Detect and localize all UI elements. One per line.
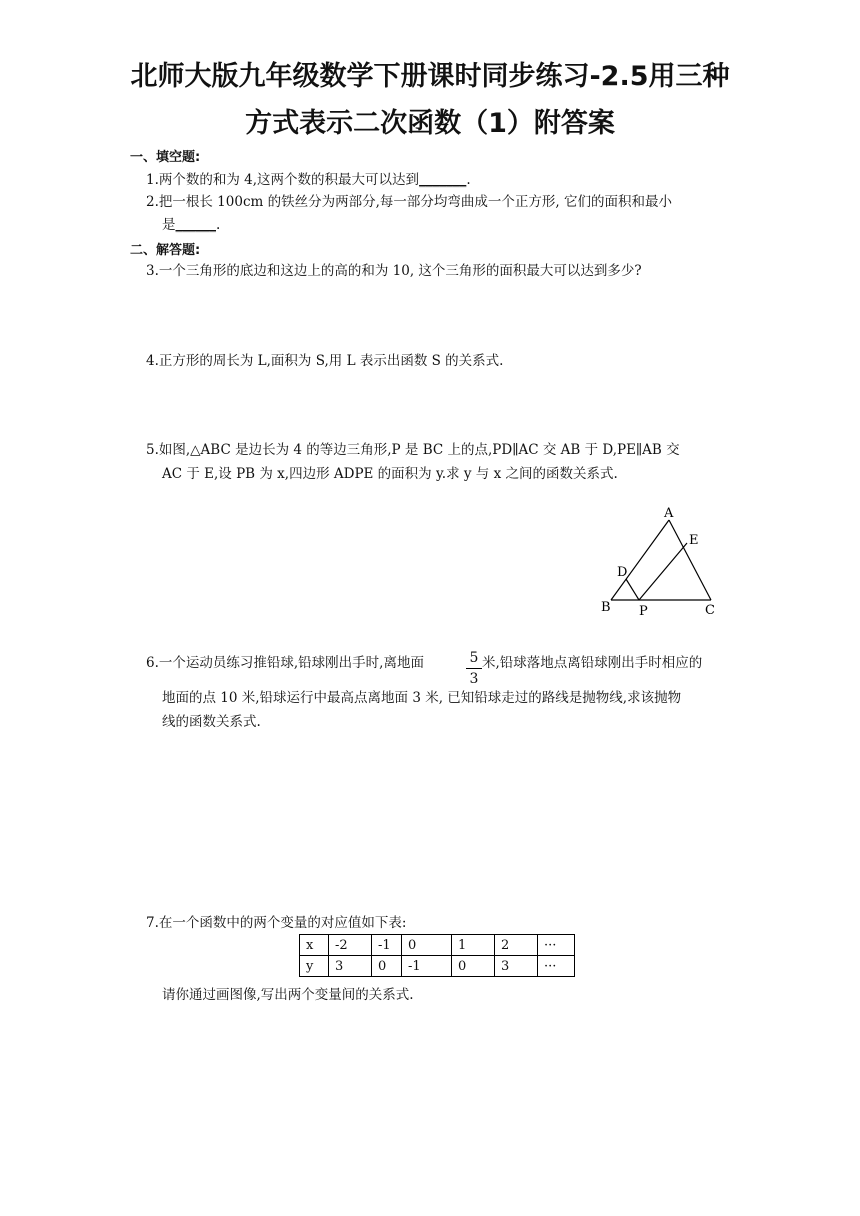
table-row-x [300, 935, 575, 956]
fraction-bar [466, 668, 482, 669]
label-a: A [664, 506, 674, 521]
label-c: C [705, 603, 715, 618]
table-cell: 3 [495, 956, 538, 977]
question-2-end: . [216, 217, 221, 233]
question-7-intro: 7.在一个函数中的两个变量的对应值如下表: [146, 915, 407, 931]
question-1-end: . [466, 172, 471, 188]
side-ab [611, 520, 669, 600]
table-row-y [300, 956, 575, 977]
question-1-blank: _______ [419, 172, 467, 188]
table-cell: 1 [452, 935, 495, 956]
table-cell: 3 [329, 956, 372, 977]
question-6-line-1a: 6.一个运动员练习推铅球,铅球刚出手时,离地面 [146, 655, 424, 671]
table-cell: -1 [402, 956, 452, 977]
question-3: 3.一个三角形的底边和这边上的高的和为 10, 这个三角形的面积最大可以达到多少? [146, 263, 642, 279]
fraction-denominator: 3 [469, 671, 479, 687]
section-heading-solve: 二、解答题: [130, 243, 201, 258]
label-b: B [601, 600, 611, 615]
segment-pd [626, 579, 639, 600]
table-cell: ··· [538, 956, 575, 977]
table-cell: 2 [495, 935, 538, 956]
label-d: D [617, 565, 628, 580]
value-table [299, 934, 575, 977]
label-e: E [689, 533, 699, 548]
question-1 [146, 170, 471, 190]
question-6-line-3: 线的函数关系式. [162, 714, 261, 730]
fraction-numerator: 5 [469, 650, 479, 666]
section-heading-fill-in: 一、填空题: [130, 150, 201, 165]
question-7-outro: 请你通过画图像,写出两个变量间的关系式. [162, 987, 414, 1003]
document-title-line-1: 北师大版九年级数学下册课时同步练习-2.5用三种 [130, 61, 730, 92]
question-2-line-1: 2.把一根长 100cm 的铁丝分为两部分,每一部分均弯曲成一个正方形, 它们的面积和最小 [146, 194, 672, 210]
question-6-line-2: 地面的点 10 米,铅球运行中最高点离地面 3 米, 已知铅球走过的路线是抛物线,求该抛物 [162, 690, 682, 706]
question-5-line-2: AC 于 E,设 PB 为 x,四边形 ADPE 的面积为 y.求 y 与 x 之间的函数关系式. [162, 466, 618, 482]
question-2-blank: ______ [175, 217, 216, 233]
question-5-line-1: 5.如图,△ABC 是边长为 4 的等边三角形,P 是 BC 上的点,PD∥AC 交 AB 于 D,PE∥AB 交 [146, 442, 680, 458]
question-1-text: 1.两个数的和为 4,这两个数的积最大可以达到 [146, 172, 420, 188]
table-cell: 0 [452, 956, 495, 977]
table-cell: y [300, 956, 329, 977]
question-2-text: 是 [162, 217, 176, 233]
table-cell: 0 [402, 935, 452, 956]
triangle-figure [595, 500, 725, 620]
table-cell: ··· [538, 935, 575, 956]
table-cell: -2 [329, 935, 372, 956]
side-ac [669, 520, 711, 600]
question-4: 4.正方形的周长为 L,面积为 S,用 L 表示出函数 S 的关系式. [146, 353, 504, 369]
table-cell: 0 [372, 956, 402, 977]
question-2-line-2 [162, 215, 220, 235]
document-title-line-2: 方式表示二次函数（1）附答案 [245, 108, 615, 139]
question-6-line-1b: 米,铅球落地点离铅球刚出手时相应的 [482, 655, 703, 671]
table-cell: x [300, 935, 329, 956]
label-p: P [639, 604, 648, 619]
table-cell: -1 [372, 935, 402, 956]
fraction-five-thirds [466, 650, 482, 687]
